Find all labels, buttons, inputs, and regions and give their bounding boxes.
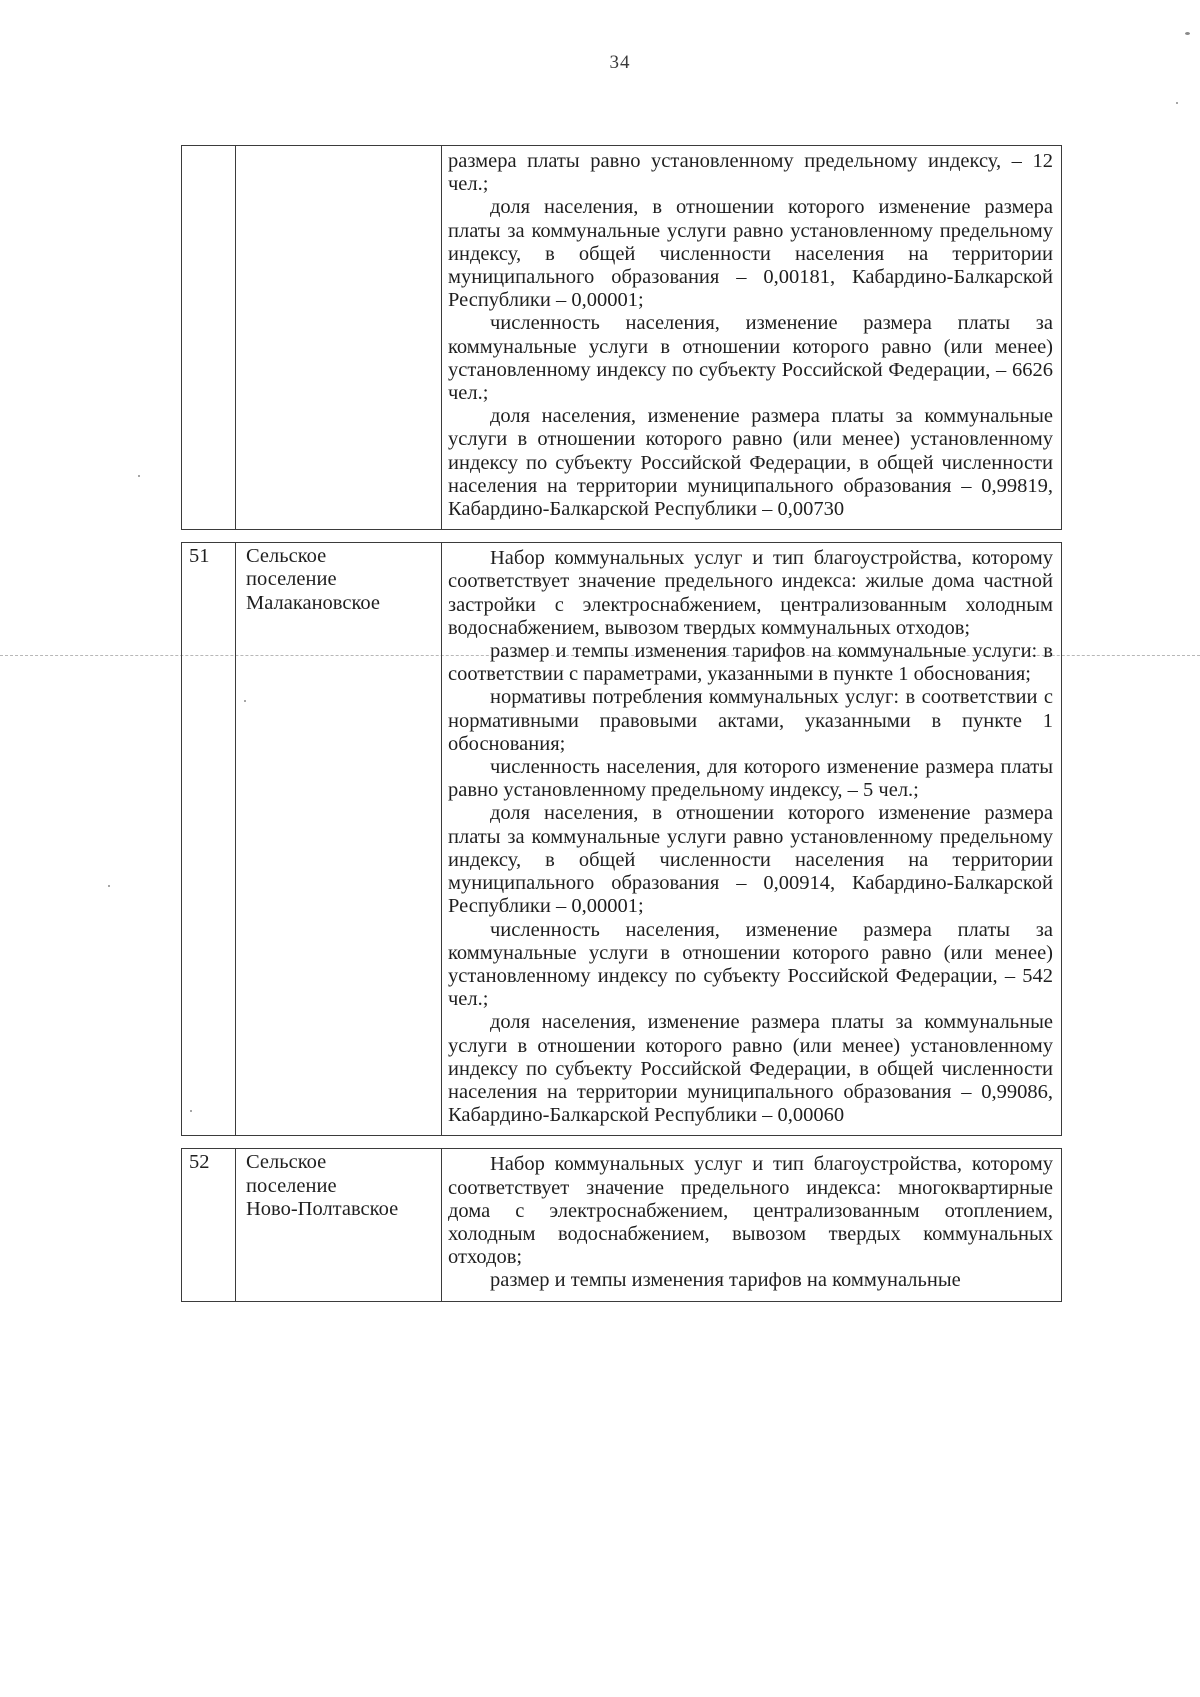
separator-cell xyxy=(182,1136,236,1149)
municipality-name-line: поселение xyxy=(246,568,337,591)
row-separator xyxy=(182,1136,1062,1149)
description-paragraph: доля населения, изменение размера платы за коммунальные услуги в отношении которого равно (или менее) установленному индексу по субъекту Российской Федерации, в общей численности населения на территории муниципального образования – 0,99086, Кабардино-Балкарской Республики – 0,00060 xyxy=(448,1011,1053,1127)
index-description xyxy=(442,1149,1062,1301)
index-description xyxy=(442,543,1062,1136)
description-paragraph: доля населения, в отношении которого изменение размера платы за коммунальные услуги равно установленному предельному индексу, в общей численности населения на территории муниципального образования – 0,00181, Кабардино-Балкарской Республики – 0,00001; xyxy=(448,196,1053,312)
separator-cell xyxy=(182,530,236,543)
separator-cell xyxy=(236,1136,442,1149)
municipality-name xyxy=(236,1149,442,1301)
scan-speck xyxy=(1176,102,1178,104)
row-separator xyxy=(182,530,1062,543)
municipality-name-line: поселение xyxy=(246,1174,337,1197)
table-row xyxy=(182,1149,1062,1301)
description-paragraph: Набор коммунальных услуг и тип благоустройства, которому соответствует значение предельного индекса: многоквартирные дома с электроснабжением, централизованным отоплением, холодным водоснабжением, вывозом твердых коммунальных отходов; xyxy=(448,1153,1053,1269)
municipality-name-line: Сельское xyxy=(246,545,327,568)
description-paragraph: размер и темпы изменения тарифов на коммунальные xyxy=(490,1269,961,1292)
municipality-name xyxy=(236,146,442,530)
description-paragraph: численность населения, для которого изменение размера платы равно установленному предельному индексу, – 5 чел.; xyxy=(448,756,1053,802)
description-paragraph: численность населения, изменение размера платы за коммунальные услуги в отношении которого равно (или менее) установленному индексу по субъекту Российской Федерации, – 542 чел.; xyxy=(448,918,1053,1011)
description-paragraph: доля населения, в отношении которого изменение размера платы за коммунальные услуги равно установленному предельному индексу, в общей численности населения на территории муниципального образования – 0,00914, Кабардино-Балкарской Республики – 0,00001; xyxy=(448,802,1053,918)
description-paragraph: Набор коммунальных услуг и тип благоустройства, которому соответствует значение предельного индекса: жилые дома частной застройки с электроснабжением, централизованным холодным водоснабжением, вывозом твердых коммунальных отходов; xyxy=(448,547,1053,639)
row-number xyxy=(182,146,236,530)
row-number: 52 xyxy=(182,1149,236,1301)
scan-speck xyxy=(138,475,140,477)
row-number: 51 xyxy=(182,543,236,1136)
municipality-name-line: Сельское xyxy=(246,1151,327,1174)
description-paragraph: численность населения, изменение размера платы за коммунальные услуги в отношении которого равно (или менее) установленному индексу по субъекту Российской Федерации, – 6626 чел.; xyxy=(448,312,1053,405)
table-row xyxy=(182,146,1062,530)
description-paragraph: размер и темпы изменения тарифов на коммунальные услуги: в соответствии с параметрами, указанными в пункте 1 обоснования; xyxy=(448,640,1053,686)
description-paragraph: нормативы потребления коммунальных услуг: в соответствии с нормативными правовыми актами, указанными в пункте 1 обоснования; xyxy=(448,686,1053,755)
indices-table xyxy=(181,145,1062,1302)
index-description xyxy=(442,146,1062,530)
page-number: 34 xyxy=(609,52,631,73)
municipality-name-line: Малакановское xyxy=(246,591,380,614)
scan-speck xyxy=(108,885,110,887)
municipality-name-line: Ново-Полтавское xyxy=(246,1197,399,1220)
table-body xyxy=(182,146,1062,1302)
description-paragraph: доля населения, изменение размера платы за коммунальные услуги в отношении которого равно (или менее) установленному индексу по субъекту Российской Федерации, в общей численности населения на территории муниципального образования – 0,99819, Кабардино-Балкарской Республики – 0,00730 xyxy=(448,405,1053,521)
separator-cell xyxy=(442,1136,1062,1149)
municipality-name xyxy=(236,543,442,1136)
separator-cell xyxy=(442,530,1062,543)
table-row xyxy=(182,543,1062,1136)
description-paragraph: размера платы равно установленному предельному индексу, – 12 чел.; xyxy=(448,150,1053,196)
separator-cell xyxy=(236,530,442,543)
scan-speck xyxy=(1185,32,1190,35)
